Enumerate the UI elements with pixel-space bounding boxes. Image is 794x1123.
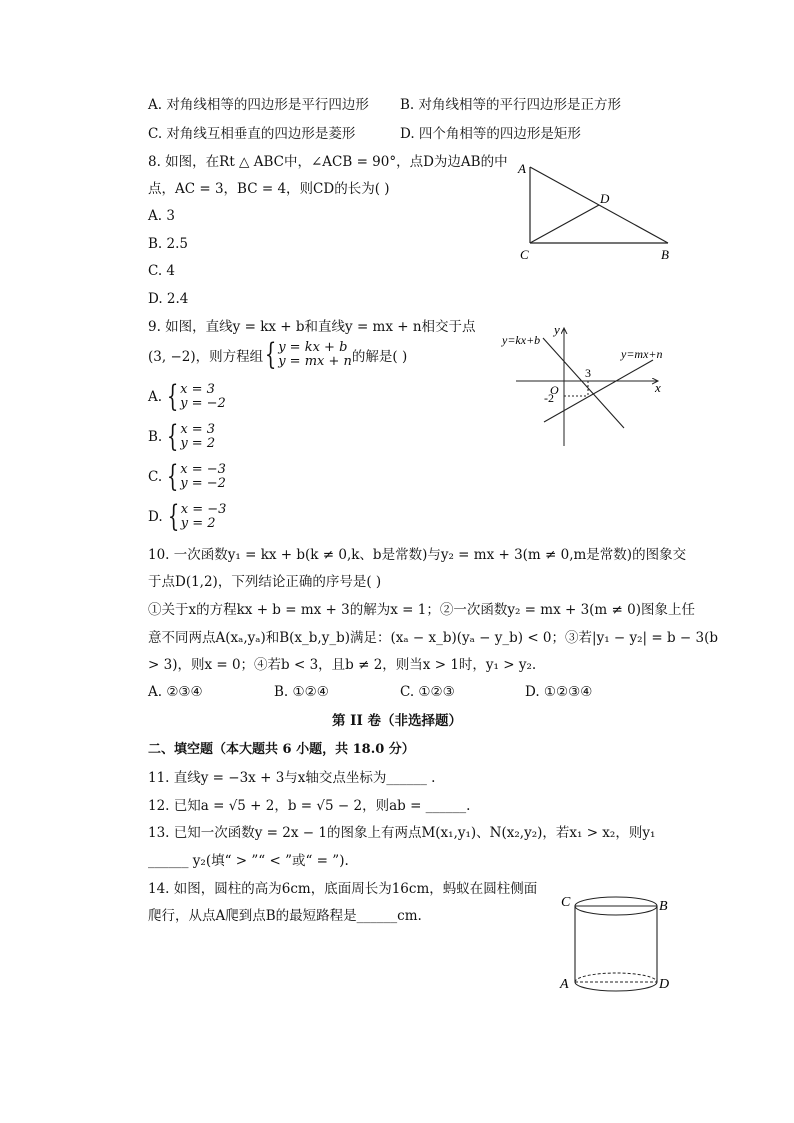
- q9-option-d-eq2: y = 2: [180, 516, 216, 531]
- q9-stem-end: 的解是( ): [351, 349, 408, 365]
- q9-label-mxn: y=mx+n: [621, 347, 663, 361]
- q10-stem-line2: 于点D(1,2)，下列结论正确的序号是( ): [148, 574, 382, 590]
- q14-label-c: C: [561, 895, 571, 910]
- q9-option-a-label: A.: [148, 389, 163, 405]
- q9-option-a-eq1: x = 3: [180, 382, 215, 397]
- q9-line-graph-figure: [498, 318, 678, 450]
- q9-option-d: D. { x = −3 y = 2: [148, 499, 227, 534]
- q8-option-c: C. 4: [148, 263, 176, 279]
- q9-label-kxb: y=kx+b: [502, 333, 541, 347]
- q7-option-b: B. 对角线相等的平行四边形是正方形: [400, 97, 622, 113]
- q12-stem: 12. 已知a = √5 + 2，b = √5 − 2，则ab = ______.: [148, 798, 471, 814]
- q13-stem-line1: 13. 已知一次函数y = 2x − 1的图象上有两点M(x₁,y₁)、N(x₂,y₂)，若x₁ > x₂，则y₁: [148, 825, 656, 841]
- q10-stem-line1: 10. 一次函数y₁ = kx + b(k ≠ 0,k、b是常数)与y₂ = mx + 3(m ≠ 0,m是常数)的图象交: [148, 547, 687, 563]
- q9-label-y: y: [554, 322, 560, 337]
- q8-stem-line1: 8. 如图，在Rt △ ABC中，∠ACB = 90°，点D为边AB的中: [148, 154, 508, 170]
- q9-label-x: x: [655, 380, 661, 395]
- q8-label-d: D: [600, 191, 610, 206]
- q9-label-origin: O: [550, 383, 559, 397]
- q9-system-eq1: y = kx + b: [278, 340, 348, 355]
- q9-brace: {: [264, 337, 277, 372]
- q10-option-a: A. ②③④: [148, 684, 203, 700]
- q7-option-c: C. 对角线互相垂直的四边形是菱形: [148, 126, 356, 142]
- q10-stem-line3: ①关于x的方程kx + b = mx + 3的解为x = 1；②一次函数y₂ = mx + 3(m ≠ 0)图象上任: [148, 602, 695, 618]
- q9-option-c-eq1: x = −3: [180, 462, 226, 477]
- q9-tick-neg2: -2: [544, 391, 554, 405]
- q14-cylinder-figure: [556, 888, 676, 998]
- q8-label-a: A: [518, 161, 526, 176]
- q9-option-a-eq2: y = −2: [180, 396, 226, 411]
- q10-option-d: D. ①②③④: [525, 684, 593, 700]
- q9-system-eq2: y = mx + n: [278, 354, 352, 369]
- q9-option-b-eq1: x = 3: [180, 422, 216, 437]
- q9-option-c-label: C.: [148, 469, 163, 485]
- q14-stem-line2: 爬行，从点A爬到点B的最短路程是______cm.: [148, 908, 422, 924]
- q9-option-b-label: B.: [148, 429, 163, 445]
- q8-triangle-figure: [510, 155, 680, 265]
- q7-option-d: D. 四个角相等的四边形是矩形: [400, 126, 581, 142]
- section-title: 第 II 卷（非选择题）: [331, 713, 463, 729]
- q10-stem-line4: 意不同两点A(xₐ,yₐ)和B(x_b,y_b)满足：(xₐ − x_b)(yₐ − y_b) < 0；③若|y₁ − y₂| = b − 3(b: [148, 630, 719, 646]
- q10-option-b: B. ①②④: [274, 684, 329, 700]
- q7-option-a: A. 对角线相等的四边形是平行四边形: [148, 97, 369, 113]
- q9-option-d-eq1: x = −3: [180, 502, 227, 517]
- q9-point: (3, −2)，则方程组: [148, 349, 264, 365]
- q9-option-c: C. { x = −3 y = −2: [148, 459, 226, 494]
- q9-option-b-eq2: y = 2: [180, 436, 216, 451]
- q9-tick-3: 3: [585, 366, 591, 380]
- q10-option-c: C. ①②③: [400, 684, 455, 700]
- q11-stem: 11. 直线y = −3x + 3与x轴交点坐标为______ .: [148, 770, 436, 786]
- q9-system: [278, 341, 352, 369]
- q8-stem-line2: 点，AC = 3，BC = 4，则CD的长为( ): [148, 181, 390, 197]
- q8-label-b: B: [661, 247, 669, 262]
- q9-option-b: B. { x = 3 y = 2: [148, 419, 216, 454]
- q9-option-c-eq2: y = −2: [180, 476, 226, 491]
- q13-stem-line2: ______ y₂(填“ > ”“ < ”或“ = ”).: [148, 853, 349, 869]
- q14-label-b: B: [659, 899, 668, 914]
- q9-line-mxn: [544, 360, 653, 422]
- q10-stem-line5: > 3)，则x = 0；④若b < 3，且b ≠ 2，则当x > 1时，y₁ > y₂.: [148, 657, 537, 673]
- q8-label-c: C: [520, 247, 529, 262]
- q14-stem-line1: 14. 如图，圆柱的高为6cm，底面周长为16cm，蚂蚁在圆柱侧面: [148, 881, 538, 897]
- q8-option-d: D. 2.4: [148, 291, 189, 307]
- q9-option-d-label: D.: [148, 509, 163, 525]
- q9-stem-line2: [148, 337, 408, 372]
- q14-label-a: A: [560, 977, 569, 992]
- section2-heading: 二、填空题（本大题共 6 小题，共 18.0 分）: [148, 742, 415, 757]
- q8-option-b: B. 2.5: [148, 236, 188, 252]
- q8-option-a: A. 3: [148, 208, 175, 224]
- q9-option-a: A. { x = 3 y = −2: [148, 379, 226, 414]
- q9-stem-line1: 9. 如图，直线y = kx + b和直线y = mx + n相交于点: [148, 319, 476, 335]
- q14-label-d: D: [659, 977, 670, 992]
